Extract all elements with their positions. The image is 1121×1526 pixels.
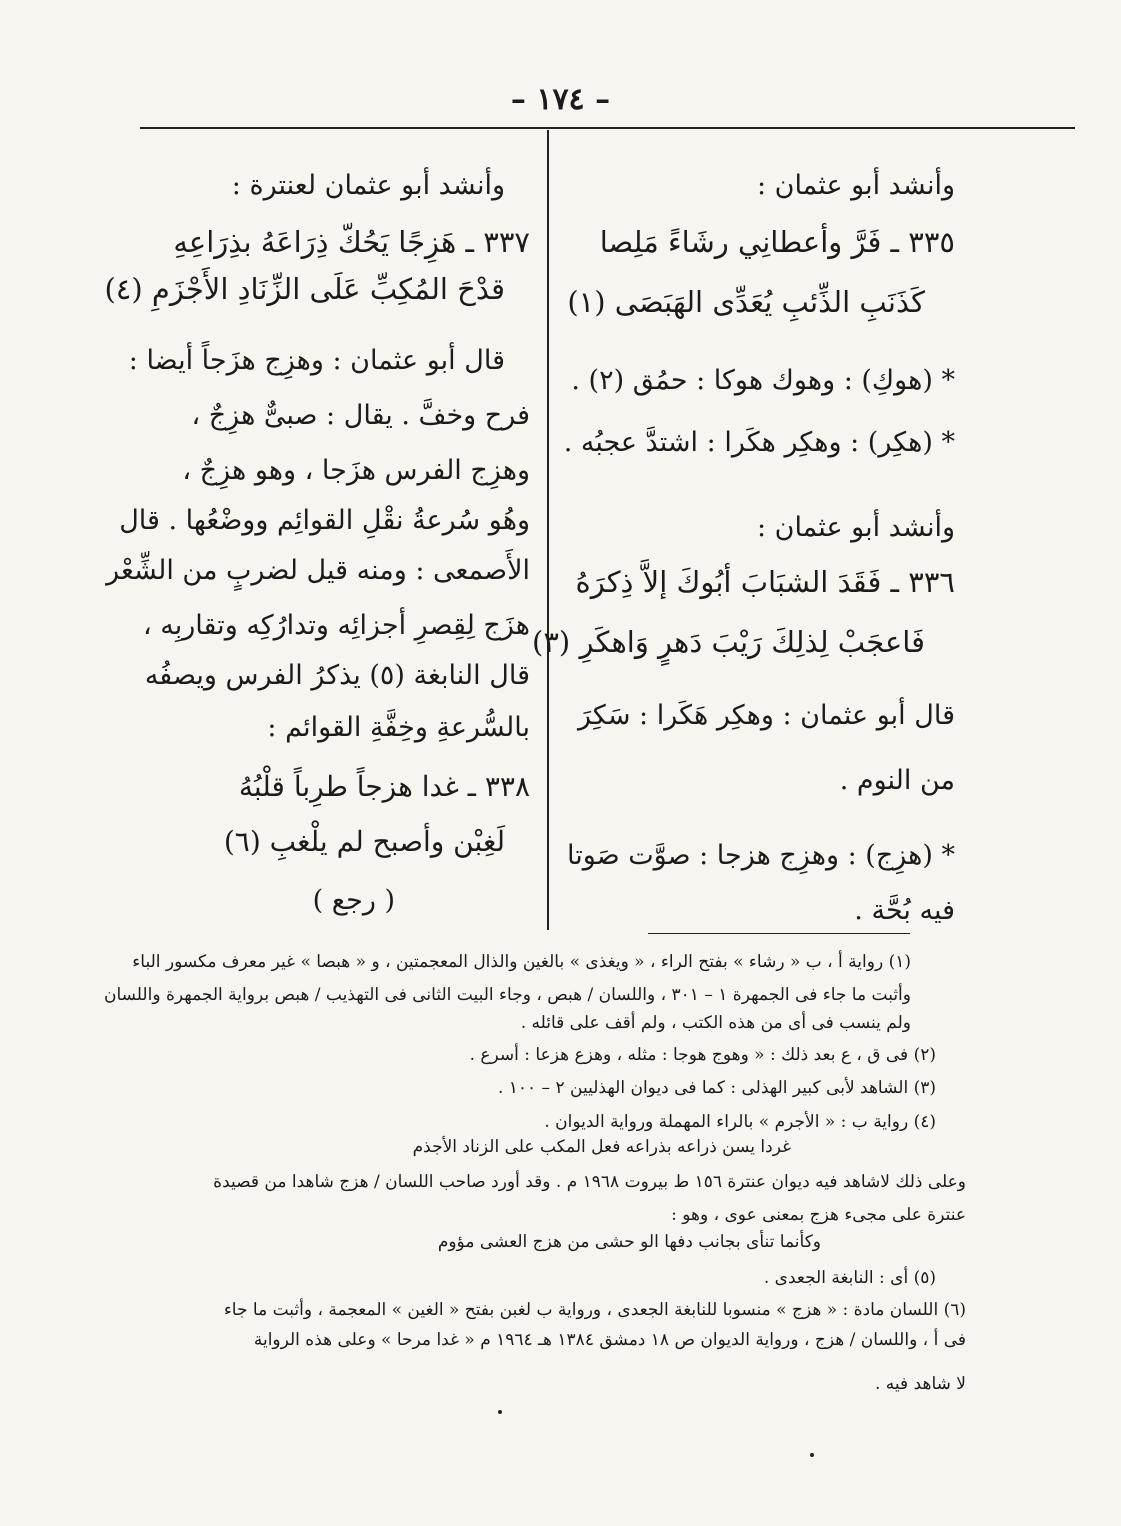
verse-line: ٣٣٧ ـ هَزِجًا يَحُكّ ذِرَاعَهُ بذِرَاعِهِ	[173, 225, 530, 259]
page-number: – ١٧٤ –	[510, 82, 611, 117]
footnote-verse: وكأنما تنأى بجانب دفها الو حشى من هزج العشى مؤوم	[437, 1232, 821, 1252]
entry-line: * (هوكِ) : وهوك هوكا : حمُق (٢) .	[571, 365, 955, 396]
verse-line: لَغِبْن وأصبح لم يلْغبِ (٦)	[223, 825, 505, 858]
text-line: قال أبو عثمان : وهكِر هَكَرا : سَكِرَ	[578, 700, 955, 731]
footnote-line: (٢) فى ق ، ع بعد ذلك : « وهوج هوجا : مثله ، وهزع هزعا : أسرع .	[469, 1045, 936, 1065]
footnote-line: ولم ينسب فى أى من هذه الكتب ، ولم أقف على قائله .	[520, 1013, 911, 1033]
text-line: هزَج لِقِصرِ أجزائِه وتدارُكِه وتقاربِه ،	[142, 610, 530, 641]
column-divider	[547, 130, 549, 930]
footnote-line: لا شاهد فيه .	[875, 1374, 966, 1394]
entry-line: * (هكِر) : وهكِر هكَرا : اشتدَّ عجبُه .	[563, 427, 955, 458]
text-line: وهُو سُرعةُ نقْلِ القوائِم ووضْعُها . قال	[119, 505, 530, 536]
footnote-rule	[648, 933, 910, 934]
footnote-line: وأثبت ما جاء فى الجمهرة ١ – ٣٠١ ، واللسان / هبص ، وجاء البيت الثانى فى التهذيب / هبص برواية الجمهرة واللسان	[103, 985, 911, 1005]
footnote-line: (٥) أى : النابغة الجعدى .	[763, 1268, 936, 1288]
print-speck	[810, 1453, 814, 1457]
text-line: فيه بُحَّة .	[854, 895, 955, 926]
footnote-line: وعلى ذلك لاشاهد فيه ديوان عنترة ١٥٦ ط بيروت ١٩٦٨ م . وقد أورد صاحب اللسان / هزج شاهدا من قصيدة	[213, 1172, 966, 1192]
footnote-line: (١) رواية أ ، ب « رشاء » بفتح الراء ، « ويغذى » بالغين والذال المعجمتين ، و « هبصا » غير معرف مكسور الباء	[132, 952, 911, 972]
verse-line: ٣٣٦ ـ فَقَدَ الشبَابَ أبُوكَ إلاَّ ذِكرَهُ	[575, 565, 955, 599]
footnote-line: (٤) رواية ب : « الأجرم » بالراء المهملة ورواية الديوان .	[544, 1112, 936, 1132]
cross-reference: ( رجع )	[312, 885, 395, 916]
text-line: الأَصمعى : ومنه قيل لضربٍ من الشِّعْر	[106, 555, 530, 586]
header-rule	[140, 127, 1075, 129]
verse-line: كَذَنَبِ الذِّئبِ يُعَدِّى الهَبَصَى (١)	[567, 285, 925, 319]
footnote-line: فى أ ، واللسان / هزج ، ورواية الديوان ص ١٨ دمشق ١٣٨٤ هـ ١٩٦٤ م « غدا مرحا » وعلى هذه الرواية	[253, 1330, 966, 1350]
footnote-line: (٣) الشاهد لأبى كبير الهذلى : كما فى ديوان الهذليين ٢ – ١٠٠ .	[497, 1078, 936, 1098]
verse-line: قدْحَ المُكِبِّ عَلَى الزِّنَادِ الأَجْزَمِ (٤)	[104, 272, 505, 306]
verse-line: فَاعجَبْ لِذلِكَ رَيْبَ دَهرٍ وَاهكَرِ (٣)	[532, 625, 925, 659]
text-line: قال النابغة (٥) يذكرُ الفرس ويصفُه	[144, 660, 530, 691]
footnote-line: عنترة على مجىء هزج بمعنى عوى ، وهو :	[671, 1205, 966, 1225]
footnote-line: (٦) اللسان مادة : « هزج » منسوبا للنابغة الجعدى ، ورواية ب لغبن بفتح « الغين » المعجمة ، وأثبت ما جاء	[223, 1300, 966, 1320]
entry-line: * (هزِج) : وهزِج هزجا : صوَّت صَوتا	[567, 840, 955, 871]
print-speck	[498, 1410, 502, 1414]
verse-line: ٣٣٨ ـ غدا هزجاً طرِباً قلْبُهُ	[238, 770, 530, 803]
text-line: وأنشد أبو عثمان :	[756, 170, 955, 201]
text-line: وهزِج الفرس هزَجا ، وهو هزِجٌ ،	[182, 455, 530, 486]
text-line: وأنشد أبو عثمان :	[756, 512, 955, 543]
footnote-verse: غردا يسن ذراعه بذراعه فعل المكب على الزناد الأجذم	[412, 1137, 791, 1157]
text-line: فرح وخفَّ . يقال : صبىٌّ هزِجٌ ،	[191, 400, 530, 431]
text-line: وأنشد أبو عثمان لعنترة :	[231, 170, 505, 201]
text-line: من النوم .	[839, 765, 955, 796]
text-line: قال أبو عثمان : وهزِج هزَجاً أيضا :	[128, 345, 505, 376]
text-line: بالسُّرعةِ وخِفَّةِ القوائم :	[267, 712, 530, 743]
verse-line: ٣٣٥ ـ فَرَّ وأعطانِي رشَاءً مَلِصا	[599, 225, 955, 259]
